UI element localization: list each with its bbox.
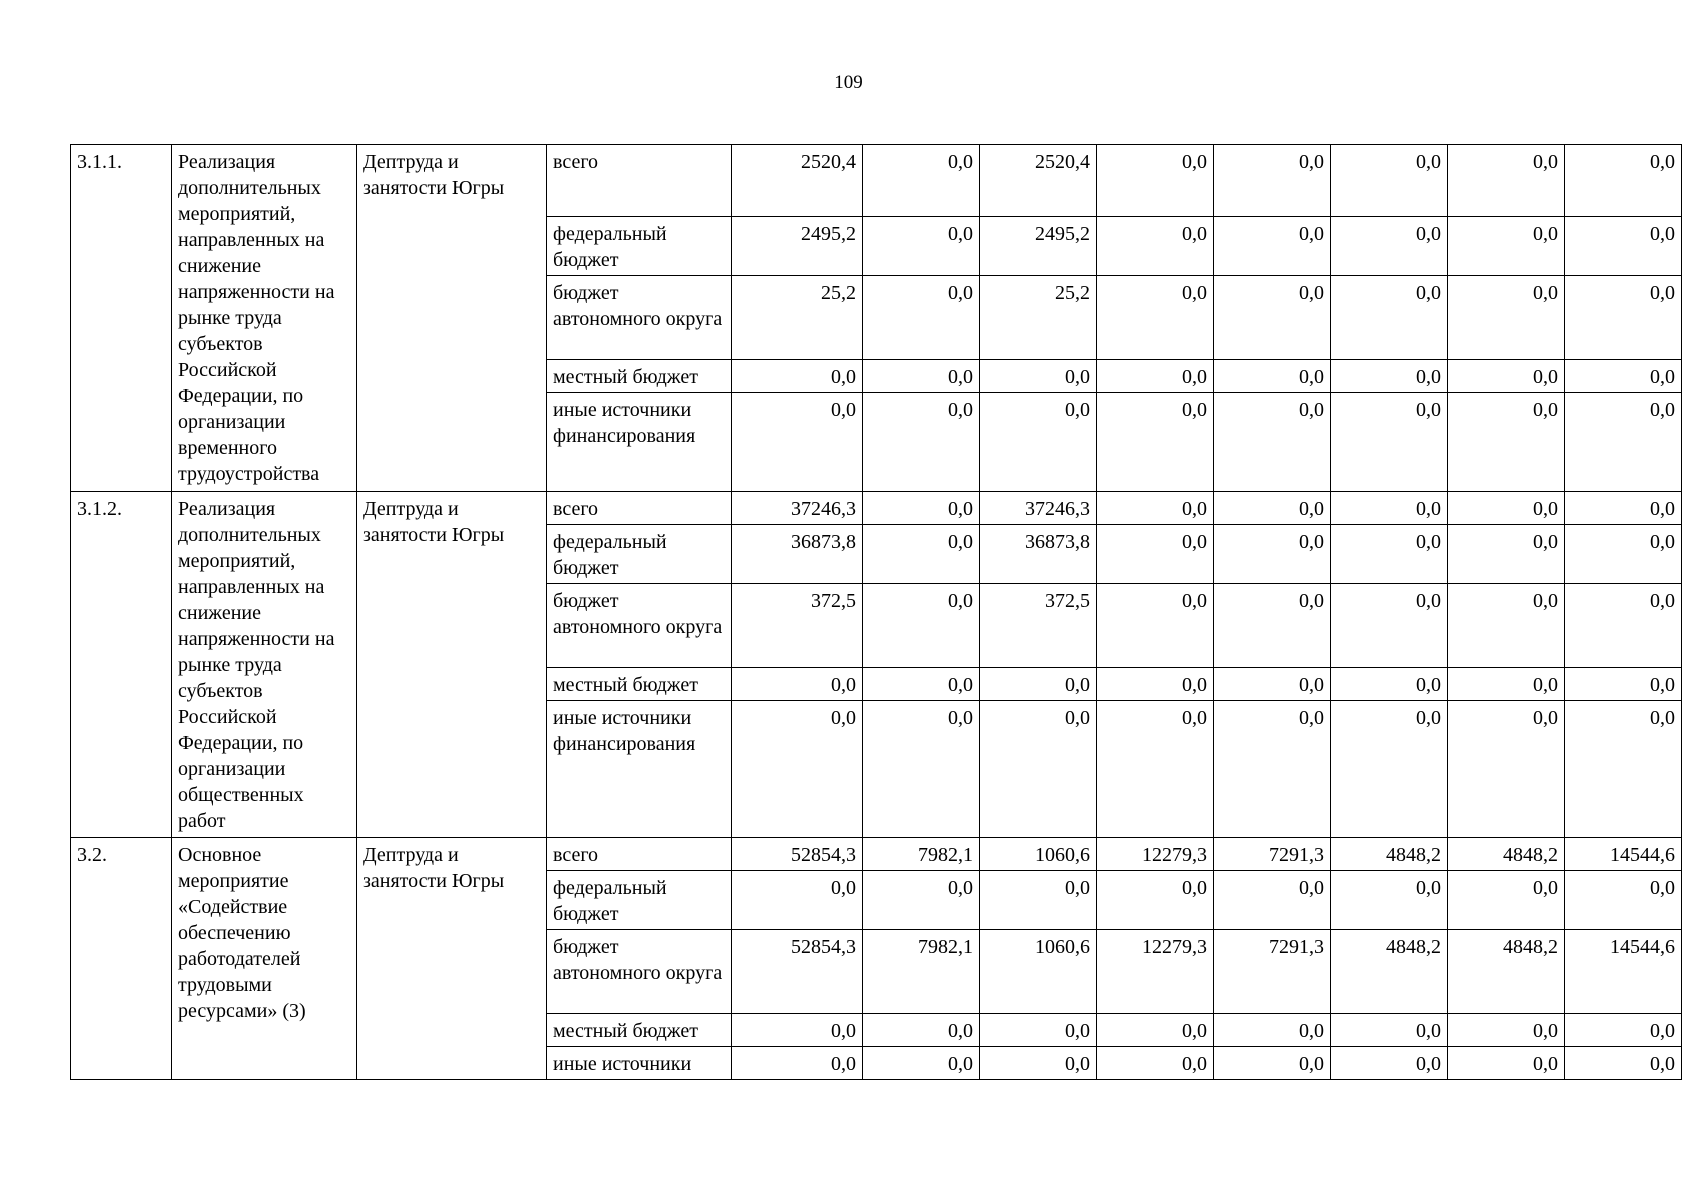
amount-cell: 0,0 [1331, 145, 1448, 217]
amount-cell: 0,0 [1097, 1047, 1214, 1080]
amount-cell: 0,0 [1331, 1014, 1448, 1047]
amount-cell: 0,0 [863, 668, 980, 701]
amount-cell: 0,0 [863, 525, 980, 584]
item-code-cell: 3.1.1. [71, 145, 172, 492]
item-name-cell: Основное мероприятие «Содействие обеспечению работодателей трудовыми ресурсами» (3) [172, 838, 357, 1080]
amount-cell: 0,0 [1565, 360, 1682, 393]
amount-cell: 0,0 [1565, 492, 1682, 525]
amount-cell: 25,2 [732, 276, 863, 360]
amount-cell: 372,5 [732, 584, 863, 668]
amount-cell: 0,0 [1097, 525, 1214, 584]
amount-cell: 2495,2 [980, 217, 1097, 276]
amount-cell: 14544,6 [1565, 930, 1682, 1014]
amount-cell: 0,0 [1331, 584, 1448, 668]
amount-cell: 0,0 [732, 360, 863, 393]
amount-cell: 0,0 [1097, 871, 1214, 930]
amount-cell: 0,0 [1214, 276, 1331, 360]
funding-source-cell: федеральный бюджет [547, 525, 732, 584]
item-name-cell: Реализация дополнительных мероприятий, направленных на снижение напряженности на рынке труда субъектов Российской Федерации, по организации временного трудоустройства [172, 145, 357, 492]
amount-cell: 4848,2 [1448, 930, 1565, 1014]
table-body [71, 145, 1682, 1080]
amount-cell: 0,0 [1448, 525, 1565, 584]
amount-cell: 0,0 [732, 668, 863, 701]
amount-cell: 0,0 [732, 393, 863, 492]
amount-cell: 0,0 [1097, 393, 1214, 492]
amount-cell: 0,0 [863, 492, 980, 525]
amount-cell: 0,0 [1331, 217, 1448, 276]
funding-source-cell: иные источники финансирования [547, 393, 732, 492]
funding-source-cell: местный бюджет [547, 1014, 732, 1047]
executor-cell: Дептруда и занятости Югры [357, 492, 547, 838]
amount-cell: 0,0 [1214, 492, 1331, 525]
amount-cell: 0,0 [863, 1047, 980, 1080]
amount-cell: 0,0 [1214, 871, 1331, 930]
amount-cell: 4848,2 [1331, 838, 1448, 871]
amount-cell: 0,0 [1214, 217, 1331, 276]
amount-cell: 52854,3 [732, 838, 863, 871]
amount-cell: 0,0 [863, 1014, 980, 1047]
amount-cell: 2520,4 [732, 145, 863, 217]
amount-cell: 4848,2 [1448, 838, 1565, 871]
amount-cell: 0,0 [1448, 1014, 1565, 1047]
amount-cell: 0,0 [1214, 668, 1331, 701]
amount-cell: 36873,8 [980, 525, 1097, 584]
amount-cell: 7291,3 [1214, 930, 1331, 1014]
amount-cell: 0,0 [1097, 360, 1214, 393]
amount-cell: 2495,2 [732, 217, 863, 276]
amount-cell: 0,0 [1214, 1047, 1331, 1080]
amount-cell: 0,0 [1448, 871, 1565, 930]
amount-cell: 0,0 [980, 393, 1097, 492]
amount-cell: 0,0 [1565, 1047, 1682, 1080]
amount-cell: 0,0 [1214, 701, 1331, 838]
amount-cell: 0,0 [1448, 668, 1565, 701]
amount-cell: 12279,3 [1097, 838, 1214, 871]
amount-cell: 4848,2 [1331, 930, 1448, 1014]
amount-cell: 0,0 [863, 276, 980, 360]
amount-cell: 0,0 [863, 701, 980, 838]
amount-cell: 0,0 [1331, 276, 1448, 360]
amount-cell: 0,0 [1565, 276, 1682, 360]
amount-cell: 0,0 [1448, 1047, 1565, 1080]
table-row [71, 492, 1682, 525]
amount-cell: 0,0 [980, 1014, 1097, 1047]
amount-cell: 0,0 [1565, 525, 1682, 584]
amount-cell: 0,0 [1448, 360, 1565, 393]
amount-cell: 0,0 [1565, 668, 1682, 701]
amount-cell: 0,0 [1448, 217, 1565, 276]
executor-cell: Дептруда и занятости Югры [357, 145, 547, 492]
amount-cell: 0,0 [732, 1047, 863, 1080]
amount-cell: 0,0 [1097, 584, 1214, 668]
amount-cell: 7291,3 [1214, 838, 1331, 871]
amount-cell: 0,0 [863, 217, 980, 276]
amount-cell: 0,0 [1448, 492, 1565, 525]
executor-cell: Дептруда и занятости Югры [357, 838, 547, 1080]
amount-cell: 0,0 [863, 871, 980, 930]
amount-cell: 37246,3 [980, 492, 1097, 525]
amount-cell: 0,0 [1214, 1014, 1331, 1047]
amount-cell: 0,0 [732, 701, 863, 838]
amount-cell: 0,0 [1214, 145, 1331, 217]
amount-cell: 0,0 [1448, 584, 1565, 668]
amount-cell: 0,0 [1565, 701, 1682, 838]
funding-source-cell: бюджет автономного округа [547, 276, 732, 360]
funding-source-cell: федеральный бюджет [547, 217, 732, 276]
amount-cell: 0,0 [1448, 276, 1565, 360]
amount-cell: 0,0 [1097, 701, 1214, 838]
amount-cell: 0,0 [863, 393, 980, 492]
amount-cell: 0,0 [1565, 871, 1682, 930]
funding-source-cell: местный бюджет [547, 668, 732, 701]
amount-cell: 0,0 [1331, 360, 1448, 393]
amount-cell: 372,5 [980, 584, 1097, 668]
funding-source-cell: всего [547, 145, 732, 217]
amount-cell: 0,0 [1331, 525, 1448, 584]
amount-cell: 0,0 [1097, 217, 1214, 276]
amount-cell: 0,0 [1331, 492, 1448, 525]
amount-cell: 0,0 [1565, 584, 1682, 668]
amount-cell: 36873,8 [732, 525, 863, 584]
amount-cell: 0,0 [1331, 871, 1448, 930]
amount-cell: 0,0 [1214, 525, 1331, 584]
amount-cell: 25,2 [980, 276, 1097, 360]
amount-cell: 0,0 [1214, 393, 1331, 492]
amount-cell: 7982,1 [863, 838, 980, 871]
funding-source-cell: федеральный бюджет [547, 871, 732, 930]
amount-cell: 0,0 [1214, 360, 1331, 393]
funding-source-cell: всего [547, 492, 732, 525]
amount-cell: 0,0 [1097, 1014, 1214, 1047]
amount-cell: 0,0 [863, 584, 980, 668]
amount-cell: 37246,3 [732, 492, 863, 525]
amount-cell: 52854,3 [732, 930, 863, 1014]
funding-source-cell: всего [547, 838, 732, 871]
amount-cell: 0,0 [1448, 393, 1565, 492]
amount-cell: 0,0 [1331, 701, 1448, 838]
amount-cell: 0,0 [1448, 701, 1565, 838]
amount-cell: 12279,3 [1097, 930, 1214, 1014]
amount-cell: 0,0 [1331, 1047, 1448, 1080]
amount-cell: 0,0 [980, 360, 1097, 393]
amount-cell: 0,0 [1331, 393, 1448, 492]
amount-cell: 0,0 [1097, 145, 1214, 217]
amount-cell: 0,0 [732, 1014, 863, 1047]
amount-cell: 0,0 [980, 1047, 1097, 1080]
table-row [71, 838, 1682, 871]
amount-cell: 0,0 [1565, 1014, 1682, 1047]
table-row [71, 145, 1682, 217]
amount-cell: 14544,6 [1565, 838, 1682, 871]
amount-cell: 0,0 [1448, 145, 1565, 217]
item-code-cell: 3.2. [71, 838, 172, 1080]
amount-cell: 0,0 [1097, 276, 1214, 360]
amount-cell: 0,0 [1097, 668, 1214, 701]
item-code-cell: 3.1.2. [71, 492, 172, 838]
amount-cell: 0,0 [1565, 217, 1682, 276]
amount-cell: 0,0 [1565, 393, 1682, 492]
amount-cell: 7982,1 [863, 930, 980, 1014]
funding-table [70, 144, 1682, 1080]
amount-cell: 0,0 [1565, 145, 1682, 217]
amount-cell: 0,0 [1097, 492, 1214, 525]
funding-source-cell: местный бюджет [547, 360, 732, 393]
amount-cell: 1060,6 [980, 930, 1097, 1014]
amount-cell: 2520,4 [980, 145, 1097, 217]
amount-cell: 0,0 [980, 701, 1097, 838]
amount-cell: 0,0 [863, 360, 980, 393]
funding-source-cell: иные источники [547, 1047, 732, 1080]
amount-cell: 0,0 [732, 871, 863, 930]
amount-cell: 0,0 [863, 145, 980, 217]
amount-cell: 0,0 [1214, 584, 1331, 668]
page-number: 109 [834, 72, 863, 93]
amount-cell: 0,0 [980, 871, 1097, 930]
amount-cell: 1060,6 [980, 838, 1097, 871]
funding-source-cell: иные источники финансирования [547, 701, 732, 838]
amount-cell: 0,0 [980, 668, 1097, 701]
funding-source-cell: бюджет автономного округа [547, 930, 732, 1014]
item-name-cell: Реализация дополнительных мероприятий, направленных на снижение напряженности на рынке труда субъектов Российской Федерации, по организации общественных работ [172, 492, 357, 838]
amount-cell: 0,0 [1331, 668, 1448, 701]
funding-source-cell: бюджет автономного округа [547, 584, 732, 668]
